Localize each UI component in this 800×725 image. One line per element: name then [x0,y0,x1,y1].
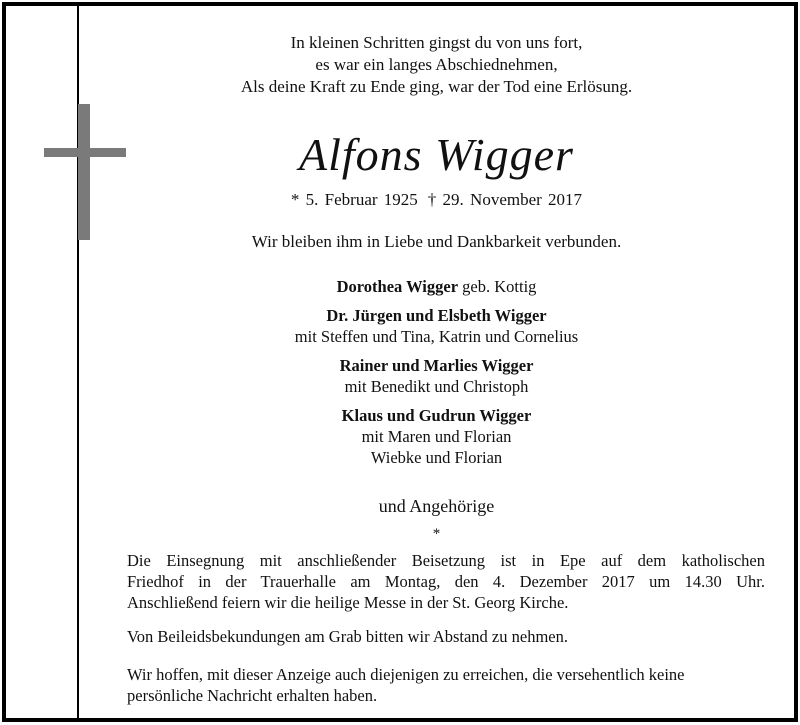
separator-star: * [432,526,441,542]
mourner-family: mit Steffen und Tina, Katrin und Cornelius [294,327,579,346]
deceased-name: Alfons Wigger [299,129,574,180]
mourner-group-2 [79,305,794,347]
verse-line-2: es war ein langes Abschiednehmen, [315,55,558,74]
obituary-frame [2,2,798,722]
death-date: † 29. November 2017 [427,190,583,209]
motto: Wir bleiben ihm in Liebe und Dankbarkeit verbunden. [251,232,622,251]
mourner-name: Rainer und Marlies Wigger [339,356,534,375]
closing-line-2: persönliche Nachricht erhalten haben. [127,686,378,705]
mourners-list [79,276,794,476]
mourner-family: mit Benedikt und Christoph [344,377,529,396]
verse-line-3: Als deine Kraft zu Ende ging, war der Tod eine Erlösung. [240,77,633,96]
service-line-3: Anschließend feiern wir die heilige Messe in der St. Georg Kirche. [127,593,569,612]
mourner-family: Wiebke und Florian [370,448,503,467]
service-line-1: Die Einsegnung mit anschließender Beisetzung ist in Epe auf dem katholischen [127,551,765,570]
mourner-name: Dorothea Wigger [336,277,459,296]
obituary-content [79,6,794,718]
mourner-group-4 [79,405,794,468]
condolence-paragraph: Von Beileidsbekundungen am Grab bitten wir Abstand zu nehmen. [127,627,568,646]
mourner-suffix: geb. Kottig [458,277,537,296]
mourner-family: mit Maren und Florian [361,427,512,446]
birth-date: * 5. Februar 1925 [290,190,418,209]
verse-line-1: In kleinen Schritten gingst du von uns fort, [290,33,583,52]
mourner-name: Klaus und Gudrun Wigger [341,406,532,425]
service-paragraph [127,550,765,613]
mourner-group-3 [79,355,794,397]
closing-paragraph [127,664,765,706]
life-dates [79,190,794,210]
verse [79,32,794,98]
closing-line-1: Wir hoffen, mit dieser Anzeige auch diejenigen zu erreichen, die versehentlich keine [127,665,685,684]
mourner-group-1 [79,276,794,297]
service-line-2: Friedhof in der Trauerhalle am Montag, den 4. Dezember 2017 um 14.30 Uhr. [127,572,765,591]
mourner-name: Dr. Jürgen und Elsbeth Wigger [326,306,547,325]
relatives-line: und Angehörige [378,496,495,516]
